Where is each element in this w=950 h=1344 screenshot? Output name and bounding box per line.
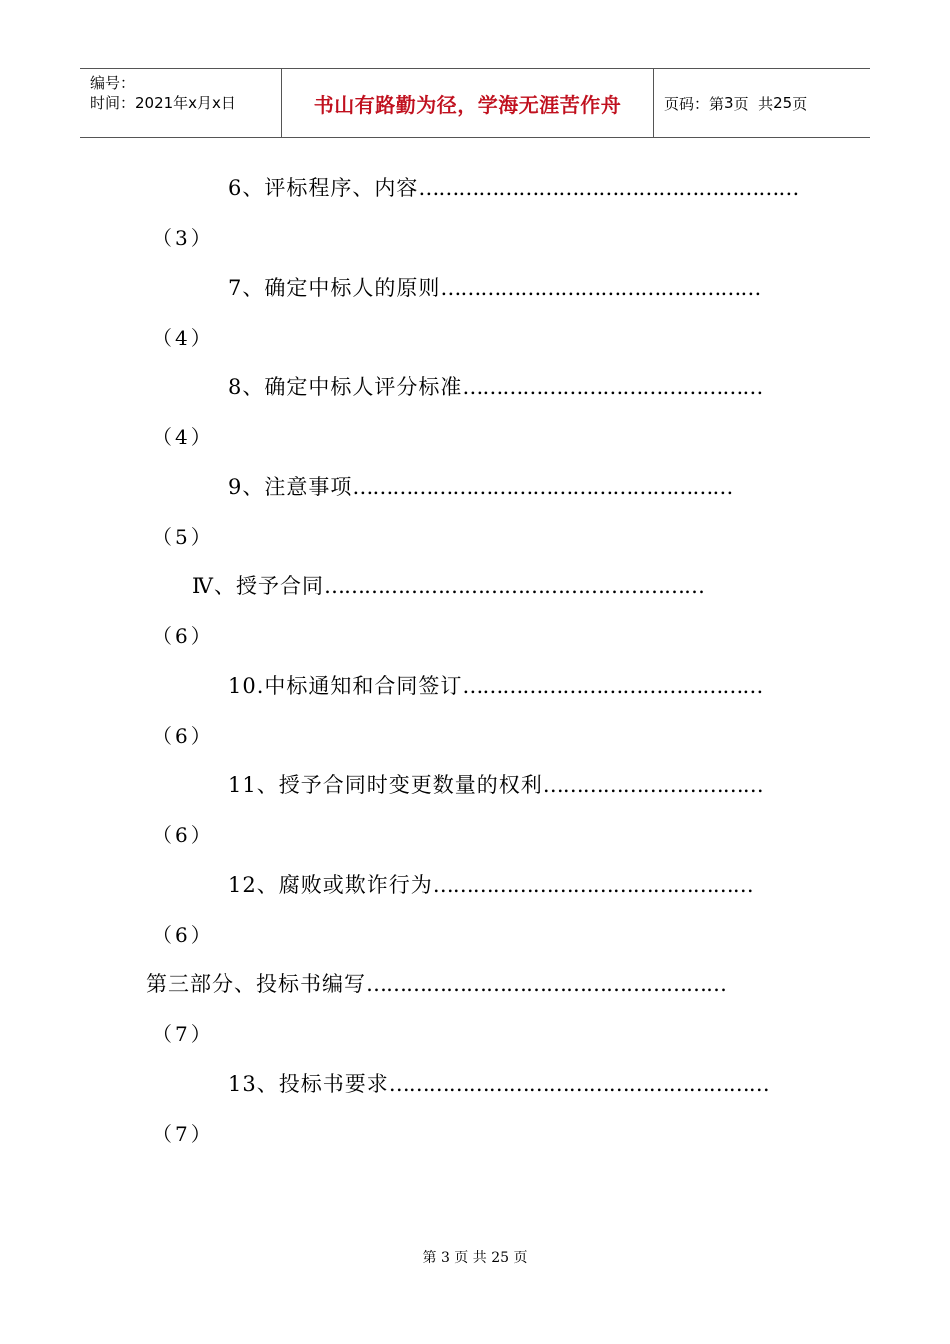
document-number-label: 编号： [90,74,136,92]
page-total: 25 [773,94,793,112]
toc-page-number: （4） [152,326,214,350]
toc-page-number: （6） [152,624,214,648]
toc-entry[interactable] [228,371,762,401]
toc-page-number: （7） [152,1122,214,1146]
toc-page-number: （7） [152,1022,214,1046]
toc-entry[interactable] [192,570,704,600]
toc-leader-dots: ………………………………………………… [418,176,799,200]
footer-page-text: 第 3 页 共 25 页 [422,1250,528,1266]
toc-page-number: （3） [152,226,214,250]
page-label-mid: 页 共 [733,94,774,113]
header-meta [80,69,282,137]
toc-page-number: （6） [152,724,214,748]
toc-leader-dots: ………………………………………… [440,276,761,300]
toc-leader-dots: ……………………………………………… [366,972,726,996]
page-header [80,68,870,138]
toc-entry-title: 6、评标程序、内容 [228,176,419,200]
toc-leader-dots: ………………………………………………… [352,475,733,499]
toc-entry[interactable] [146,968,726,998]
toc-entry-title: 7、确定中标人的原则 [228,276,441,300]
toc-page-number: （5） [152,525,214,549]
toc-entry-title: Ⅳ、授予合同 [192,574,324,598]
toc-entry[interactable] [228,769,763,799]
toc-leader-dots: …………………………… [542,773,763,797]
toc-leader-dots: ………………………………………………… [388,1072,769,1096]
toc-entry[interactable] [228,471,732,501]
page-footer [0,1247,950,1267]
toc-entry-title: 13、投标书要求 [228,1072,389,1096]
toc-entry[interactable] [228,1068,769,1098]
toc-entry[interactable] [228,272,760,302]
toc-entry[interactable] [228,670,762,700]
page-current: 3 [724,94,734,112]
page-label-suffix: 页 [792,94,808,113]
toc-entry-title: 12、腐败或欺诈行为 [228,873,433,897]
toc-entry[interactable] [228,172,798,202]
toc-leader-dots: ………………………………………… [432,873,753,897]
toc-entry-title: 11、授予合同时变更数量的权利 [228,773,543,797]
toc-entry[interactable] [228,869,753,899]
toc-entry-title: 第三部分、投标书编写 [146,972,366,996]
toc-page-number: （6） [152,923,214,947]
toc-page-number: （6） [152,823,214,847]
page-label-prefix: 页码：第 [664,94,725,113]
toc-entry-title: 10.中标通知和合同签订 [228,674,463,698]
document-date: 时间：2021年x月x日 [90,94,236,112]
toc-leader-dots: ………………………………………………… [323,574,704,598]
toc-page-number: （4） [152,425,214,449]
toc-entry-title: 9、注意事项 [228,475,353,499]
header-motto: 书山有路勤为径，学海无涯苦作舟 [282,69,654,137]
header-page-info [654,69,870,137]
toc-leader-dots: ……………………………………… [462,375,763,399]
toc-entry-title: 8、确定中标人评分标准 [228,375,463,399]
toc-leader-dots: ……………………………………… [462,674,763,698]
